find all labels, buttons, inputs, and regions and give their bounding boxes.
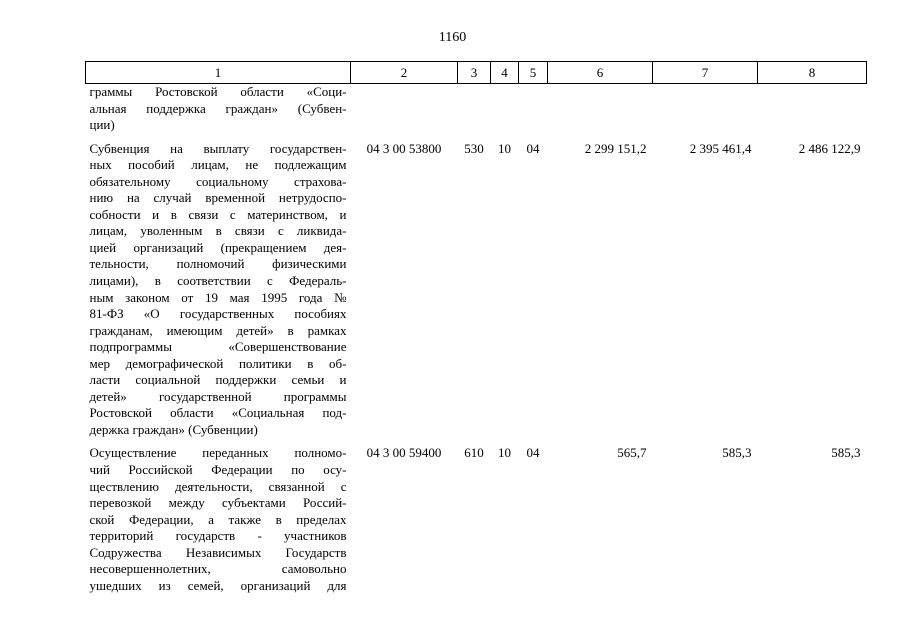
name-line: ции)	[89, 117, 115, 133]
name-line: лицам, уволенным в связи с ликвида-	[89, 223, 347, 239]
column-header: 7	[653, 62, 758, 84]
target-article-cell	[351, 84, 458, 134]
name-line: ным законом от 19 мая 1995 года №	[89, 289, 347, 305]
name-line: держка граждан» (Субвенции)	[89, 421, 258, 437]
name-line: собности и в связи с материнством, и	[89, 206, 347, 222]
section-cell	[491, 84, 519, 134]
expense-type-cell	[458, 84, 491, 134]
column-header: 1	[86, 62, 351, 84]
name-line: гражданам, имеющим детей» в рамках	[89, 322, 347, 338]
section-cell: 10	[498, 140, 511, 156]
name-line: несовершеннолетних, самовольно	[89, 561, 347, 577]
column-header: 3	[458, 62, 491, 84]
name-line: лицами), в соответствии с Федераль-	[89, 273, 347, 289]
target-article-cell: 04 3 00 53800	[366, 140, 442, 156]
amount-cell-1: 2 299 151,2	[584, 140, 647, 156]
name-line: ласти социальной поддержки семьи и	[89, 372, 347, 388]
name-line: детей» государственной программы	[89, 388, 347, 404]
name-line: мер демографической политики в об-	[89, 355, 347, 371]
name-line: тельности, полномочий физическими	[89, 256, 347, 272]
table-row	[86, 84, 867, 134]
subsection-cell	[519, 84, 548, 134]
column-header: 4	[491, 62, 519, 84]
amount-cell-2: 2 395 461,4	[689, 140, 752, 156]
name-line: ных пособий лицам, не подлежащим	[89, 157, 347, 173]
amount-cell-3	[758, 84, 867, 134]
page-number: 1160	[438, 30, 467, 45]
name-line: цией организаций (прекращением дея-	[89, 239, 347, 255]
column-header: 6	[548, 62, 653, 84]
expense-type-cell: 610	[464, 445, 484, 461]
name-line: Ростовской области «Социальная под-	[89, 405, 347, 421]
amount-cell-1	[548, 84, 653, 134]
name-line: нию на случай временной нетрудоспо-	[89, 190, 347, 206]
name-line: ской Федерации, а также в пределах	[89, 511, 347, 527]
table-row	[86, 134, 867, 439]
name-line: альная поддержка граждан» (Субвен-	[89, 100, 347, 116]
name-line: ушедших из семей, организаций для	[89, 577, 347, 593]
table-row	[86, 438, 867, 594]
amount-cell-2: 585,3	[722, 445, 752, 461]
name-line: перевозкой между субъектами Россий-	[89, 495, 347, 511]
subsection-cell: 04	[526, 140, 540, 156]
amount-cell-2	[653, 84, 758, 134]
column-header: 5	[519, 62, 548, 84]
name-line: территорий государств - участников	[89, 528, 347, 544]
name-line: чий Российской Федерации по осу-	[89, 462, 347, 478]
name-line: подпрограммы «Совершенствование	[89, 339, 347, 355]
section-cell: 10	[498, 445, 511, 461]
row-name-cell	[86, 134, 351, 439]
column-header: 2	[351, 62, 458, 84]
name-line: Осуществление переданных полномо-	[89, 445, 347, 461]
name-line: Субвенция на выплату государствен-	[89, 140, 347, 156]
target-article-cell: 04 3 00 59400	[366, 445, 442, 461]
amount-cell-3: 585,3	[831, 445, 861, 461]
name-line: ществлению деятельности, связанной с	[89, 478, 347, 494]
name-line: 81-ФЗ «О государственных пособиях	[89, 306, 347, 322]
column-header: 8	[758, 62, 867, 84]
subsection-cell: 04	[526, 445, 540, 461]
column-number-header	[86, 62, 867, 84]
name-line: обязательному социальному страхова-	[89, 173, 347, 189]
amount-cell-1: 565,7	[617, 445, 647, 461]
budget-table	[85, 61, 867, 594]
row-name-cell	[86, 84, 351, 134]
name-line: граммы Ростовской области «Соци-	[89, 84, 347, 99]
amount-cell-3: 2 486 122,9	[798, 140, 861, 156]
name-line: Содружества Независимых Государств	[89, 544, 347, 560]
row-name-cell	[86, 438, 351, 594]
expense-type-cell: 530	[464, 140, 484, 156]
